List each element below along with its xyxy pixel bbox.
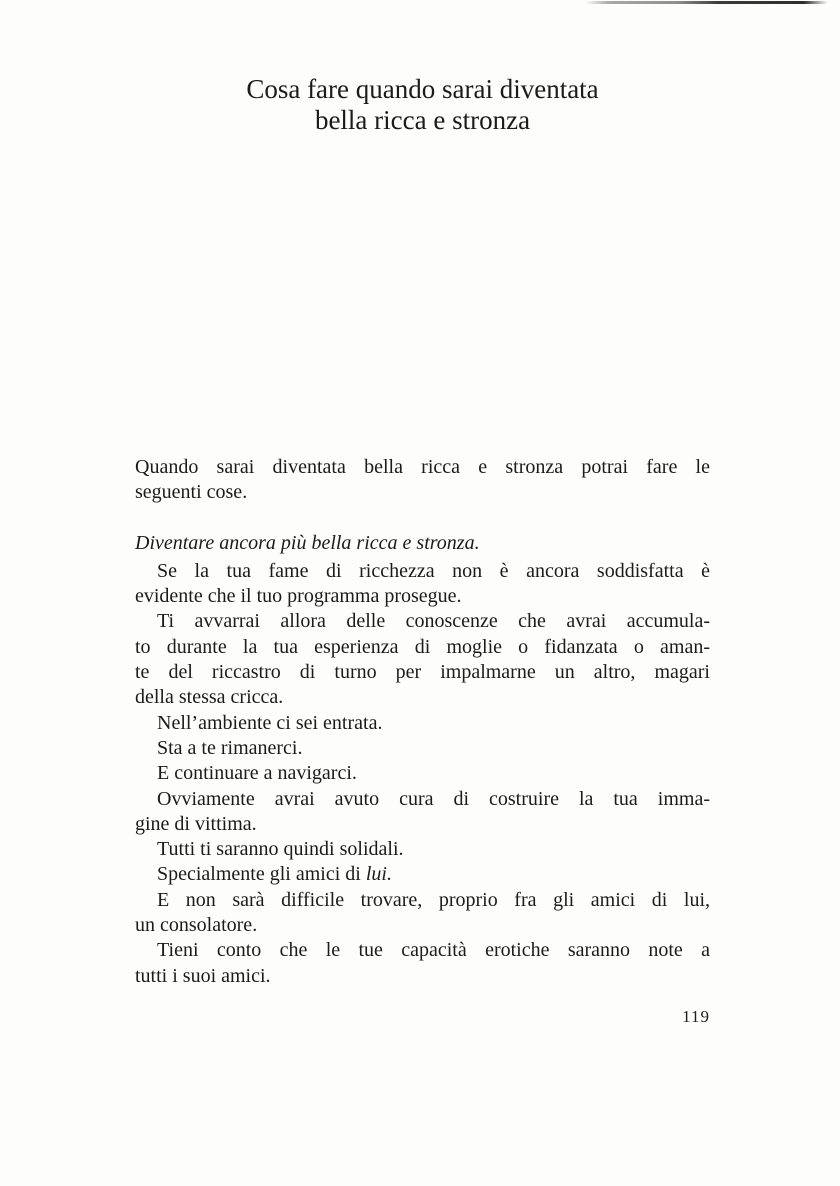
text-line: Tutti ti saranno quindi solidali. bbox=[157, 838, 404, 861]
paragraph bbox=[135, 736, 710, 761]
text-body bbox=[135, 455, 710, 989]
text-line: te del riccastro di turno per impalmarne un altro, magari bbox=[135, 661, 710, 684]
text-line: Nell’ambiente ci sei entrata. bbox=[157, 711, 383, 734]
text-line: evidente che il tuo programma prosegue. bbox=[135, 585, 462, 608]
text-line: Sta a te rimanerci. bbox=[157, 736, 303, 759]
text-line: della stessa cricca. bbox=[135, 686, 284, 709]
chapter-title bbox=[135, 74, 710, 136]
text-line: Diventare ancora più bella ricca e stronza. bbox=[135, 531, 480, 554]
text-line: tutti i suoi amici. bbox=[135, 964, 271, 987]
text-line: gine di vittima. bbox=[135, 812, 257, 835]
paragraph bbox=[135, 787, 710, 838]
text-line: to durante la tua esperienza di moglie o fidanzata o aman- bbox=[135, 635, 710, 658]
scan-artifact-line bbox=[585, 1, 828, 4]
paragraph bbox=[135, 862, 710, 887]
text-line bbox=[135, 862, 710, 887]
text-line: seguenti cose. bbox=[135, 481, 248, 504]
paragraph bbox=[135, 837, 710, 862]
chapter-title-line-1: Cosa fare quando sarai diventata bbox=[246, 74, 599, 104]
chapter-title-line-2: bella ricca e stronza bbox=[314, 105, 531, 135]
text-segment: Specialmente gli amici di bbox=[157, 863, 366, 886]
paragraph bbox=[135, 888, 710, 939]
paragraph bbox=[135, 938, 710, 989]
paragraph bbox=[135, 761, 710, 786]
paragraph bbox=[135, 609, 710, 710]
text-line: Ovviamente avrai avuto cura di costruire la tua imma- bbox=[157, 787, 710, 810]
text-line: Se la tua fame di ricchezza non è ancora soddisfatta è bbox=[157, 559, 710, 582]
text-line: Ti avvarrai allora delle conoscenze che avrai accumula- bbox=[157, 610, 710, 633]
paragraph bbox=[135, 711, 710, 736]
text-line: E non sarà difficile trovare, proprio fra gli amici di lui, bbox=[157, 888, 710, 911]
section-heading bbox=[135, 531, 710, 556]
page-number: 119 bbox=[682, 1007, 710, 1026]
text-line: Quando sarai diventata bella ricca e stronza potrai fare le bbox=[135, 456, 710, 478]
paragraph bbox=[135, 455, 710, 506]
text-line: un consolatore. bbox=[135, 914, 258, 937]
text-line: E continuare a navigarci. bbox=[157, 762, 357, 785]
emphasized-text: lui. bbox=[365, 863, 392, 886]
text-line: Tieni conto che le tue capacità erotiche saranno note a bbox=[157, 939, 710, 962]
paragraph bbox=[135, 559, 710, 610]
